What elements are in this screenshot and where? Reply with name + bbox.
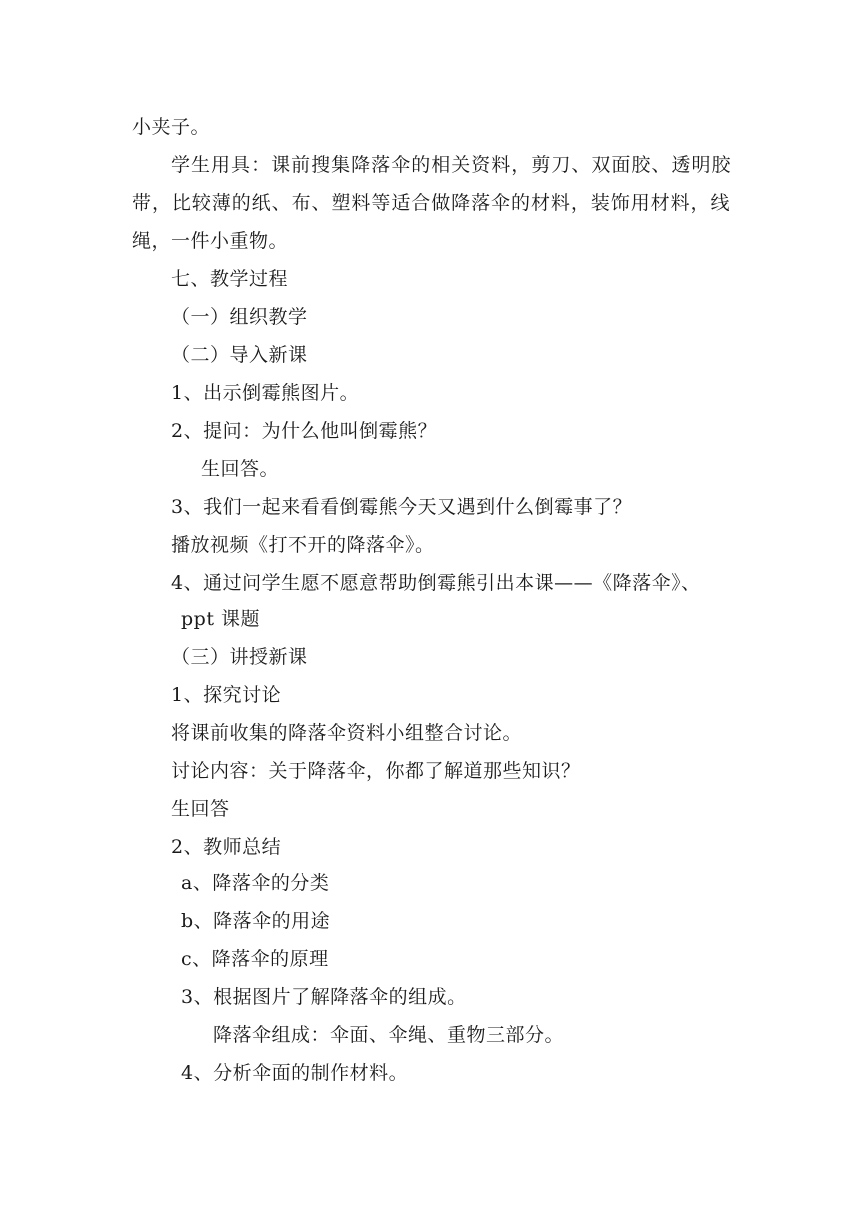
text-line: 生回答 <box>171 798 230 820</box>
text-line: 播放视频《打不开的降落伞》。 <box>171 534 435 556</box>
text-line: 3、根据图片了解降落伞的组成。 <box>181 986 467 1008</box>
text-line: 1、探究讨论 <box>171 684 282 706</box>
text-line: 降落伞组成：伞面、伞绳、重物三部分。 <box>213 1024 565 1046</box>
text-line: 1、出示倒霉熊图片。 <box>171 382 360 404</box>
text-line: 讨论内容：关于降落伞，你都了解道那些知识？ <box>171 760 581 782</box>
list-item: b、降落伞的用途 <box>181 910 331 932</box>
subsection-heading: （三）讲授新课 <box>171 646 308 668</box>
section-heading: 七、教学过程 <box>171 268 289 290</box>
text-line: 4、通过问学生愿不愿意帮助倒霉熊引出本课——《降落伞》、 <box>171 572 701 594</box>
text-line: 将课前收集的降落伞资料小组整合讨论。 <box>171 722 523 744</box>
list-item: a、降落伞的分类 <box>181 872 330 894</box>
text-line: 带，比较薄的纸、布、塑料等适合做降落伞的材料，装饰用材料，线 <box>132 192 730 214</box>
text-line: 2、提问：为什么他叫倒霉熊？ <box>171 420 438 442</box>
text-line: 小夹子。 <box>132 116 211 138</box>
list-item: c、降落伞的原理 <box>181 948 329 970</box>
text-line: 3、我们一起来看看倒霉熊今天又遇到什么倒霉事了？ <box>171 496 633 518</box>
text-line: 学生用具：课前搜集降落伞的相关资料，剪刀、双面胶、透明胶 <box>171 154 731 176</box>
subsection-heading: （二）导入新课 <box>171 344 308 366</box>
text-line: 绳，一件小重物。 <box>132 230 289 252</box>
text-line: ppt 课题 <box>181 608 261 630</box>
subsection-heading: （一）组织教学 <box>171 306 308 328</box>
text-line: 生回答。 <box>201 458 280 480</box>
text-line: 2、教师总结 <box>171 836 282 858</box>
text-line: 4、分析伞面的制作材料。 <box>181 1062 409 1084</box>
